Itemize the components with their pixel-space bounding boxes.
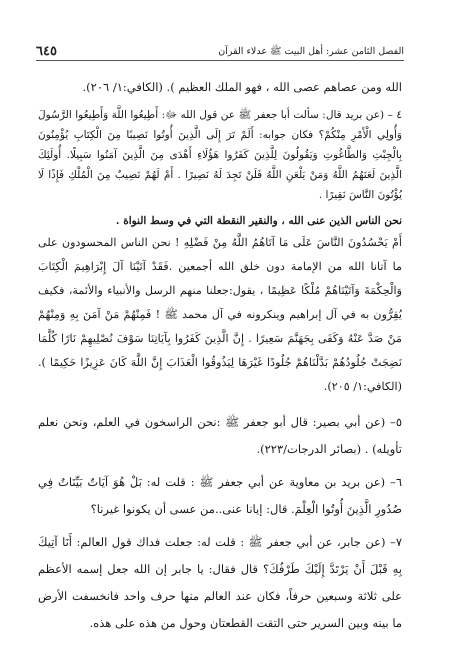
paragraph-1: الله ومن عصاهم عصى الله ، فهو الملك العظيم ). (الكافي:١/ ٢٠٦).	[82, 80, 402, 94]
page-header	[36, 44, 404, 59]
paragraph-5: ٥– (عن أبي بصير: قال أبو جعفر ﷺ :نحن الراسخون في العلم، ونحن نعلم تأويله) . (بصائر الدرجات/٢٢٣).	[38, 414, 402, 456]
paragraph-6: ٦– (عن بريد بن معاوية عن أبي جعفر ﷺ : قلت له: بَلْ هُوَ آيَاتٌ بَيِّنَاتٌ فِي صُدُورِ الَّذِينَ أُوتُوا الْعِلْمَ. قال: إيانا عنى..من عسى أن يكونوا غيرنا؟	[38, 474, 402, 516]
paragraph-2: ٤ – (عن بريد قال: سألت أبا جعفر ﷺ عن قول الله ﷻ: أَطِيعُوا اللَّهَ وَأَطِيعُوا الرَّسُولَ وَأُولِي الْأَمْرِ مِنْكُمْ؟ فكان جوابه: أَلَمْ تَرَ إِلَى الَّذِينَ أُوتُوا نَصِيبًا مِنَ الْكِتَابِ يُؤْمِنُونَ بِالْجِبْتِ وَالطَّاغُوتِ وَيَقُولُونَ لِلَّذِينَ كَفَرُوا هَؤُلَاءِ أَهْدَى مِنَ الَّذِينَ آمَنُوا سَبِيلًا. أُولَئِكَ الَّذِينَ لَعَنَهُمُ اللَّهُ وَمَنْ يَلْعَنِ اللَّهُ فَلَنْ تَجِدَ لَهُ نَصِيرًا . أَمْ لَهُمْ نَصِيبٌ مِنَ الْمُلْكِ فَإِذًا لَا يُؤْتُونَ النَّاسَ نَقِيرًا .	[38, 108, 402, 201]
paragraph-4: أَمْ يَحْسُدُونَ النَّاسَ عَلَى مَا آتَاهُمُ اللَّهُ مِنْ فَضْلِهِ ! نحن الناس المحسودون على ما آتانا الله من الإمامة دون خلق الله أجمعين .فَقَدْ آتَيْنَا آلَ إِبْرَاهِيمَ الْكِتَابَ وَالْحِكْمَةَ وَآتَيْنَاهُمْ مُلْكًا عَظِيمًا ، يقول:جعلنا منهم الرسل والأنبياء والأئمة، فكيف يُقِرُّون به في آل إبراهيم وينكرونه في آل محمد ﷺ ! فَمِنْهُمْ مَنْ آمَنَ بِهِ وَمِنْهُمْ مَنْ صَدَّ عَنْهُ وَكَفَى بِجَهَنَّمَ سَعِيرًا . إِنَّ الَّذِينَ كَفَرُوا بِآيَاتِنَا سَوْفَ نُصْلِيهِمْ نَارًا كُلَّمَا نَضِجَتْ جُلُودُهُمْ بَدَّلْنَاهُمْ جُلُودًا غَيْرَهَا لِيَذُوقُوا الْعَذَابَ إِنَّ اللَّهَ كَانَ عَزِيزًا حَكِيمًا ). (الكافي:١/ ٢٠٥).	[38, 235, 402, 393]
header-rule	[36, 60, 404, 61]
page-body	[38, 76, 402, 637]
chapter-title: الفصل الثامن عشر: أهل البيت ﷺ عدلاء القرآن	[218, 45, 404, 57]
page-number: ٦٤٥	[36, 44, 57, 59]
paragraph-3: نحن الناس الذين عنى الله ، والنقير النقطة التي في وسط النواة .	[115, 214, 402, 227]
paragraph-7: ٧– (عن جابر، عن أبي جعفر ﷺ : قلت له: جعلت فداك قول العالم: أَنَا آتِيكَ بِهِ قَبْلَ أَنْ يَرْتَدَّ إِلَيْكَ طَرْفُكَ؟ قال فقال: يا جابر إن الله جعل إسمه الأعظم على ثلاثة وسبعين حرفاً، فكان عند العالم منها حرف واحد فانخسفت الأرض ما بينه وبين السرير حتى التقت القطعتان وحول من هذه على هذه.	[38, 534, 402, 630]
